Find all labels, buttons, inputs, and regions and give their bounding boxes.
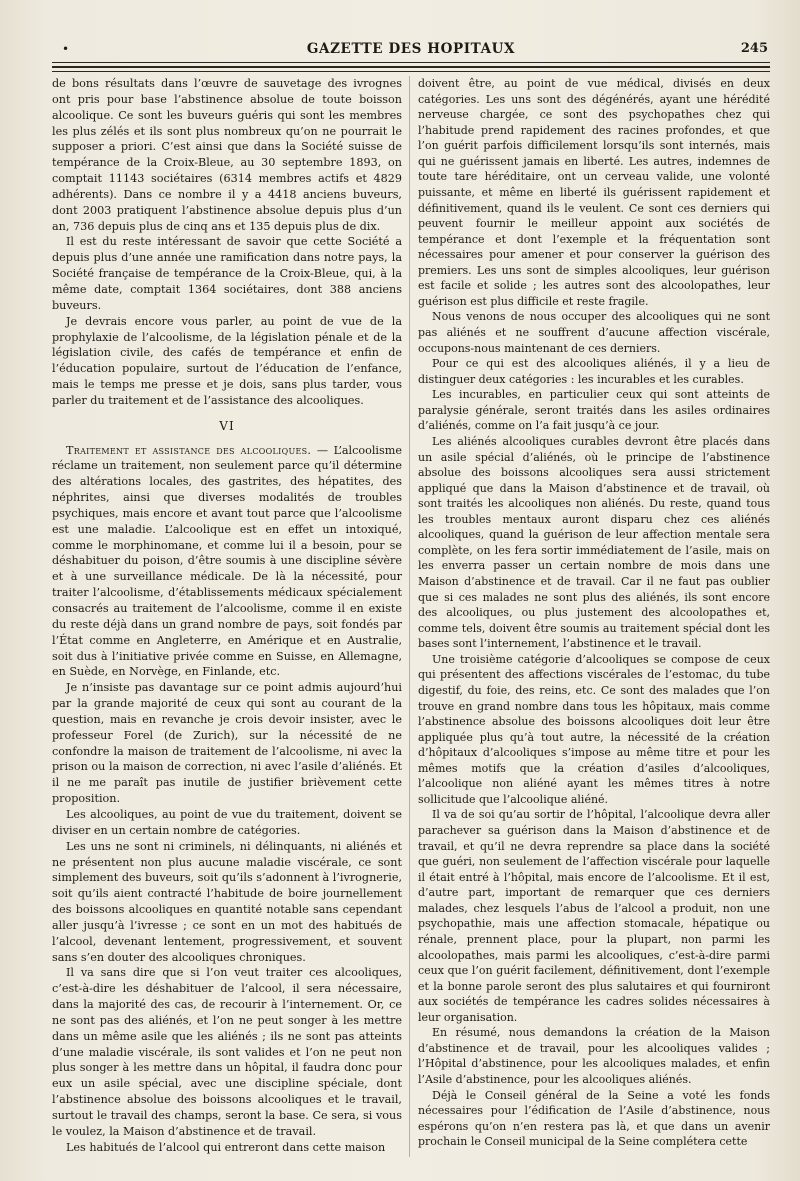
paragraph: Les incurables, en particulier ceux qui sont atteints de paralysie générale, seront traités dans les asiles ordinaires d’aliénés, comme on l’a fait jusqu’à ce jour. [418,388,770,433]
journal-title: GAZETTE DES HOPITAUX [306,41,516,57]
paragraph: Il va de soi qu’au sortir de l’hôpital, l’alcoolique devra aller parachever sa guérison dans la Maison d’abstinence et de travail, et qu’il ne devra reprendre sa place dans la société que guéri, non seulement de l’affection viscérale pour laquelle il était entré à l’hôpital, mais encore de l’alcoolisme. Et il est, d’autre part, important de remarquer que ces derniers malades, chez lesquels l’abus de l’alcool a produit, non une psychopathie, mais une affection stomacale, hépatique ou rénale, prennent place, pour la plupart, non parmi les alcoolopathes, mais parmi les alcooliques, c’est-à-dire parmi ceux que l’on guérit facilement, définitivement, dont l’exemple et la bonne parole seront des plus salutaires et qui fourniront aux sociétés de tempérance les cadres solides nécessaires à leur organisation. [418,808,770,1024]
paragraph: Déjà le Conseil général de la Seine a voté les fonds nécessaires pour l’édification de l’Asile d’abstinence, nous espérons qu’on n’en restera pas là, et que dans un avenir prochain le Conseil municipal de la Seine complétera cette [418,1088,770,1149]
header-rule-thick [52,66,770,68]
paragraph: Les alcooliques, au point de vue du traitement, doivent se diviser en un certain nombre de catégories. [52,807,402,837]
paragraph: Il va sans dire que si l’on veut traiter ces alcooliques, c’est-à-dire les déshabituer de l’alcool, il sera nécessaire, dans la majorité des cas, de recourir à l’internement. Or, ce ne sont pas des aliénés, et l’on ne peut songer à les mettre dans un même asile que les aliénés ; ils ne sont pas atteints d’une maladie viscérale, ils sont valides et l’on ne peut non plus songer à les mettre dans un hôpital, il faudra donc pour eux un asile spécial, avec une discipline spéciale, dont l’abstinence absolue des boissons alcooliques et le travail, surtout le travail des champs, seront la base. Ce sera, si vous le voulez, la Maison d’abstinence et de travail. [52,966,402,1138]
section-title: Traitement et assistance des alcooliques. [66,443,312,457]
paragraph: Les uns ne sont ni criminels, ni délinquants, ni aliénés et ne présentent non plus aucune maladie viscérale, ce sont simplement des buveurs, soit qu’ils s’adonnent à l’ivrognerie, soit qu’ils aient contracté l’habitude de boire journellement des boissons alcooliques en quantité notable sans cependant aller jusqu’à l’ivresse ; ce sont en un mot des habitués de l’alcool, devenant lentement, progressivement, et souvent sans s’en douter des alcooliques chroniques. [52,839,402,964]
paragraph: En résumé, nous demandons la création de la Maison d’abstinence et de travail, pour les alcooliques valides ; l’Hôpital d’abstinence, pour les alcooliques malades, et enfin l’Asile d’abstinence, pour les alcooliques aliénés. [418,1026,770,1086]
paragraph [52,443,402,681]
column-divider [409,76,410,1157]
page-header [52,38,770,64]
paragraph: doivent être, au point de vue médical, divisés en deux catégories. Les uns sont des dégénérés, ayant une hérédité nerveuse chargée, ce sont des psychopathes chez qui l’habitude prend rapidement des racines profondes, et que l’on guérit parfois difficilement lorsqu’ils sont internés, mais qui ne guérissent jamais en liberté. Les autres, indemnes de toute tare héréditaire, ont un cerveau valide, une volonté puissante, et même en liberté ils guérissent rapidement et définitivement, quand ils le veulent. Ce sont ces derniers qui peuvent fournir le meilleur appoint aux sociétés de tempérance et dont l’exemple et la fréquentation sont nécessaires pour amener et pour conserver la guérison des premiers. Les uns sont de simples alcooliques, leur guérison est facile et solide ; les autres sont des alcoolopathes, leur guérison est plus difficile et reste fragile. [418,77,770,308]
section-number: VI [219,418,235,433]
left-column [52,76,402,1157]
paragraph: Les aliénés alcooliques curables devront être placés dans un asile spécial d’aliénés, où le principe de l’abstinence absolue des boissons alcooliques sera aussi strictement appliqué que dans la Maison d’abstinence et de travail, où sont traités les alcooliques non aliénés. Du reste, quand tous les troubles mentaux auront disparu chez ces aliénés alcooliques, quand la guérison de leur affection mentale sera complète, on les fera sortir immédiatement de l’asile, mais on les enverra passer un certain nombre de mois dans une Maison d’abstinence et de travail. Car il ne faut pas oublier que si ces malades ne sont plus des aliénés, ils sont encore des alcooliques, ou plus justement des alcoolopathes et, comme tels, doivent être soumis au traitement spécial dont les bases sont l’internement, l’abstinence et le travail. [418,434,770,651]
header-rule [52,62,770,63]
paragraph: Je devrais encore vous parler, au point de vue de la prophylaxie de l’alcoolisme, de la législation pénale et de la législation civile, des cafés de tempérance et enfin de l’éducation populaire, surtout de l’éducation de l’enfance, mais le temps me presse et je dois, sans plus tarder, vous parler du traitement et de l’assistance des alcooliques. [52,314,402,407]
paragraph: Une troisième catégorie d’alcooliques se compose de ceux qui présentent des affections viscérales de l’estomac, du tube digestif, du foie, des reins, etc. Ce sont des malades que l’on trouve en grand nombre dans tous les hôpitaux, mais comme l’abstinence absolue des boissons alcooliques doit leur être appliquée plus qu’à tout autre, la nécessité de la création d’hôpitaux d’alcooliques s’impose au même titre et pour les mêmes motifs que la création d’asiles d’alcooliques, l’alcoolique non aliéné ayant les mêmes titres à notre sollicitude que l’alcoolique aliéné. [418,652,770,806]
paragraph: Pour ce qui est des alcooliques aliénés, il y a lieu de distinguer deux catégories : les incurables et les curables. [418,357,770,386]
right-column [418,76,770,1157]
page-number: 245 [740,41,768,56]
paragraph: de bons résultats dans l’œuvre de sauvetage des ivrognes ont pris pour base l’abstinence absolue de toute boisson alcoolique. Ce sont les buveurs guéris qui sont les membres les plus zélés et ils sont plus nombreux qu’on ne pourrait le supposer a priori. C’est ainsi que dans la Société suisse de tempérance de la Croix-Bleue, au 30 septembre 1893, on comptait 11143 sociétaires (6314 membres actifs et 4829 adhérents). Dans ce nombre il y a 4418 anciens buveurs, dont 2003 pratiquent l’abstinence absolue depuis plus d’un an, 736 depuis plus de cinq ans et 135 depuis plus de dix. [52,77,402,233]
paragraph-text: — L’alcoolisme réclame un traitement, non seulement parce qu’il détermine des altérations locales, des gastrites, des hépatites, des néphrites, ainsi que diverses modalités de troubles psychiques, mais encore et avant tout parce que l’alcoolisme est une maladie. L’alcoolique est en effet un intoxiqué, comme le morphinomane, et comme lui il a besoin, pour se déshabituer du poison, d’être soumis à une discipline sévère et à une surveillance médicale. De là la nécessité, pour traiter l’alcoolisme, d’établissements médicaux spécialement consacrés au traitement de l’alcoolisme, comme il en existe du reste déjà dans un grand nombre de pays, soit fondés par l’État comme en Angleterre, en Amérique et en Australie, soit dus à l’initiative privée comme en Suisse, en Allemagne, en Suède, en Norvège, en Finlande, etc. [52,443,402,679]
header-marker: • [62,42,70,56]
paragraph: Nous venons de nous occuper des alcooliques qui ne sont pas aliénés et ne souffrent d’aucune affection viscérale, occupons-nous maintenant de ces derniers. [418,310,770,355]
paragraph: Il est du reste intéressant de savoir que cette Société a depuis plus d’une année une ramification dans notre pays, la Société française de tempérance de la Croix-Bleue, qui, à la même date, comptait 1364 sociétaires, dont 388 anciens buveurs. [52,235,402,312]
header-rule-lower [52,71,770,72]
paragraph: Les habitués de l’alcool qui entreront dans cette maison [66,1140,386,1154]
paragraph: Je n’insiste pas davantage sur ce point admis aujourd’hui par la grande majorité de ceux qui sont au courant de la question, mais en revanche je crois devoir insister, avec le professeur Forel (de Zurich), sur la nécessité de ne confondre la maison de traitement de l’alcoolisme, ni avec la prison ou la maison de correction, ni avec l’asile d’aliénés. Et il ne me paraît pas inutile de justifier brièvement cette proposition. [52,681,402,806]
